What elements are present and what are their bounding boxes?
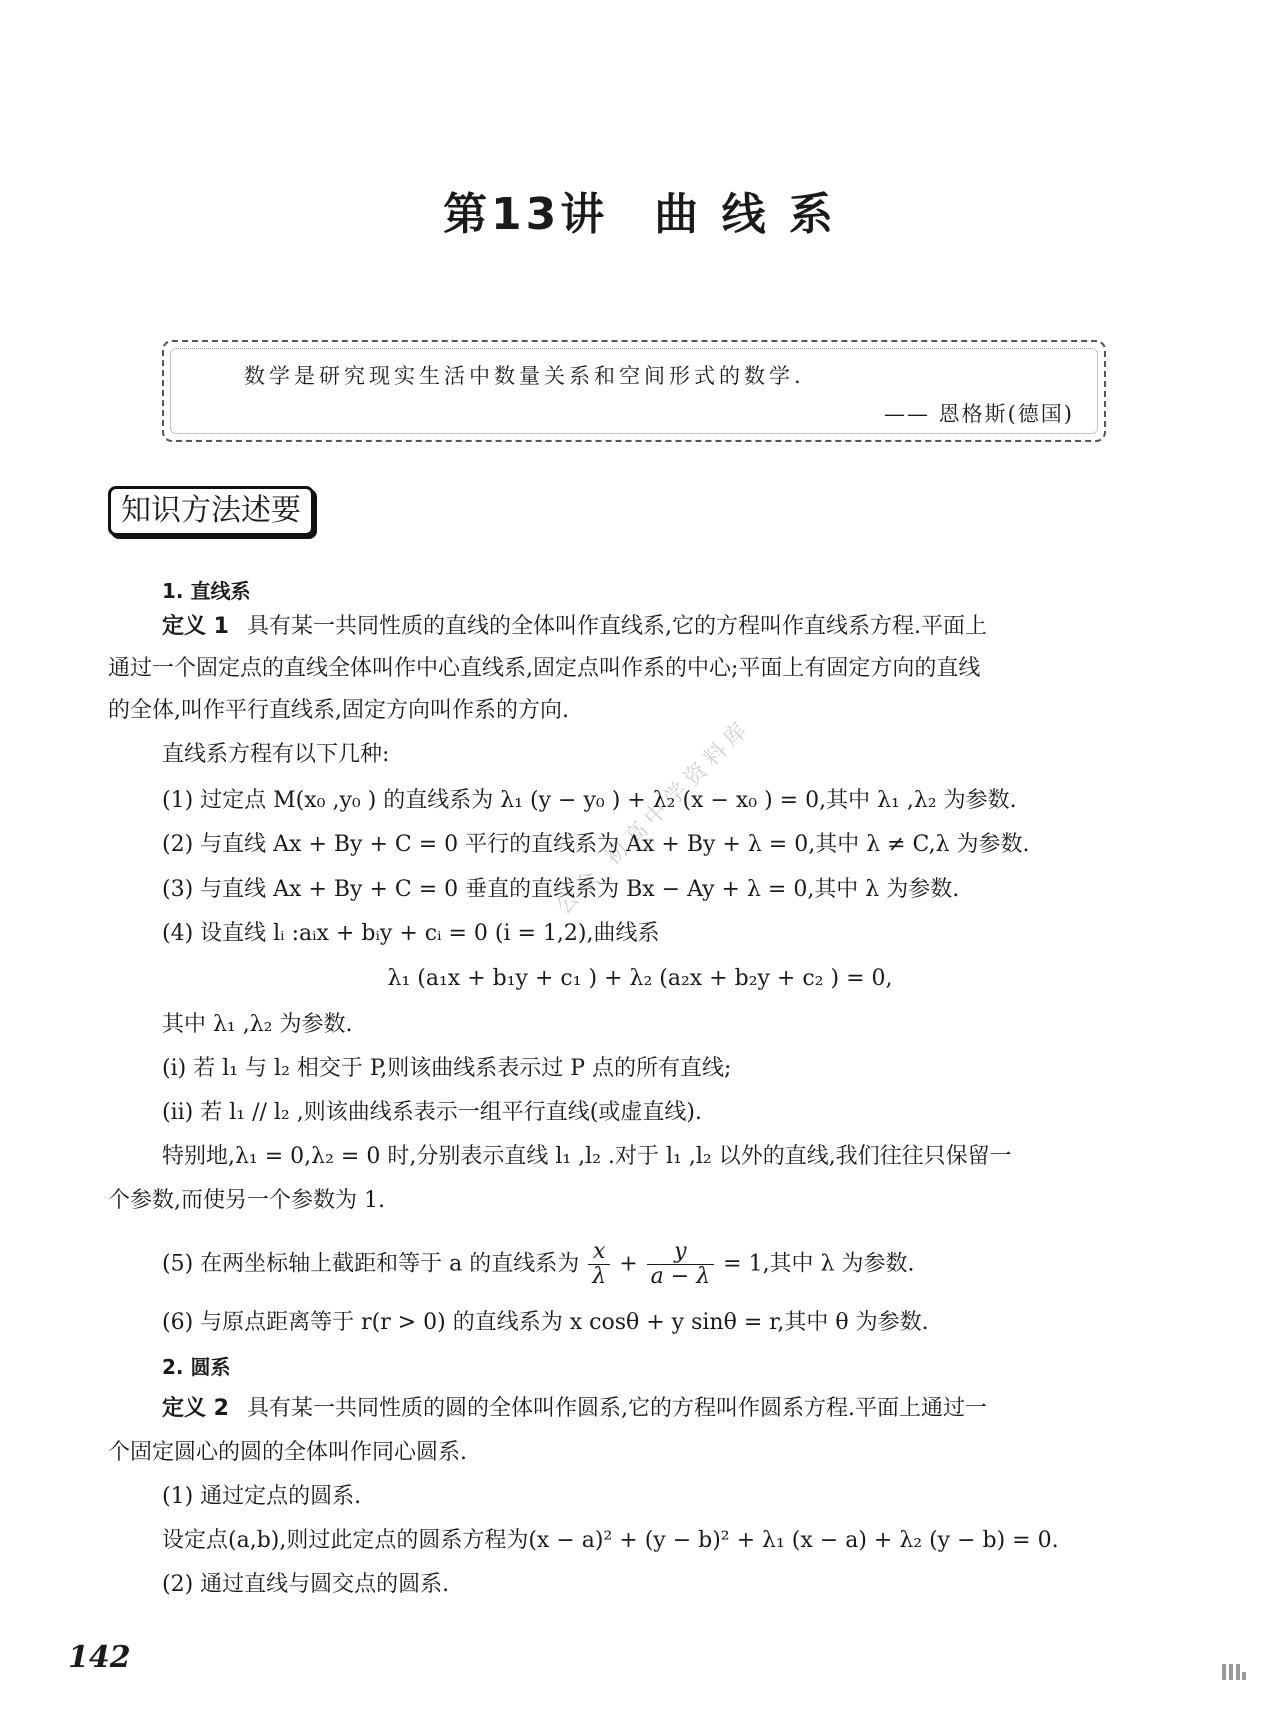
formula-line: (4) 设直线 lᵢ :aᵢx + bᵢy + cᵢ = 0 (i = 1,2),曲线系: [162, 921, 660, 946]
text-line: (i) 若 l₁ 与 l₂ 相交于 P,则该曲线系表示过 P 点的所有直线;: [162, 1056, 732, 1081]
text-line: 个参数,而使另一个参数为 1.: [108, 1188, 385, 1213]
definition-label: 定义 2: [162, 1396, 229, 1421]
text-line: 的全体,叫作平行直线系,固定方向叫作系的方向.: [108, 698, 569, 723]
text-line: 通过一个固定点的直线全体叫作中心直线系,固定点叫作系的中心;平面上有固定方向的直线: [108, 656, 981, 681]
text-line: 直线系方程有以下几种:: [162, 742, 390, 767]
lecture-number: 第13讲: [443, 189, 609, 240]
quote-author: —— 恩格斯(德国): [883, 402, 1074, 426]
lecture-topic: 曲 线 系: [654, 189, 837, 240]
text-line: 特别地,λ₁ = 0,λ₂ = 0 时,分别表示直线 l₁ ,l₂ .对于 l₁ ,l₂ 以外的直线,我们往往只保留一: [162, 1144, 1012, 1169]
text-line: 其中 λ₁ ,λ₂ 为参数.: [162, 1012, 353, 1037]
formula-line: (1) 过定点 M(x₀ ,y₀ ) 的直线系为 λ₁ (y − y₀ ) + λ₂ (x − x₀ ) = 0,其中 λ₁ ,λ₂ 为参数.: [162, 788, 1017, 813]
formula-line: (6) 与原点距离等于 r(r > 0) 的直线系为 x cosθ + y sinθ = r,其中 θ 为参数.: [162, 1310, 929, 1335]
text-line: 个固定圆心的圆的全体叫作同心圆系.: [108, 1440, 467, 1465]
quote-text: 数学是研究现实生活中数量关系和空间形式的数学.: [244, 364, 805, 388]
formula-line: (3) 与直线 Ax + By + C = 0 垂直的直线系为 Bx − Ay + λ = 0,其中 λ 为参数.: [162, 877, 960, 902]
fraction: $\frac{x}{\lambda}$: [588, 1240, 610, 1289]
definition-label: 定义 1: [162, 614, 229, 639]
subsection-heading: 1. 直线系: [162, 579, 251, 603]
page-title: [0, 178, 1280, 242]
definition-paragraph: 定义 1 具有某一共同性质的直线的全体叫作直线系,它的方程叫作直线系方程.平面上: [162, 614, 987, 639]
section-heading-tag: 知识方法述要: [108, 486, 314, 536]
formula-line: 设定点(a,b),则过此定点的圆系方程为(x − a)² + (y − b)² + λ₁ (x − a) + λ₂ (y − b) = 0.: [162, 1528, 1059, 1553]
formula-line: (2) 与直线 Ax + By + C = 0 平行的直线系为 Ax + By + λ = 0,其中 λ ≠ C,λ 为参数.: [162, 832, 1030, 857]
subsection-heading: 2. 圆系: [162, 1355, 231, 1379]
display-formula: λ₁ (a₁x + b₁y + c₁ ) + λ₂ (a₂x + b₂y + c₂ ) = 0,: [387, 966, 893, 991]
text-line: (ii) 若 l₁ // l₂ ,则该曲线系表示一组平行直线(或虚直线).: [162, 1100, 702, 1125]
text-line: (2) 通过直线与圆交点的圆系.: [162, 1572, 450, 1597]
page-number: 142: [68, 1640, 131, 1675]
definition-paragraph: 定义 2 具有某一共同性质的圆的全体叫作圆系,它的方程叫作圆系方程.平面上通过一: [162, 1396, 987, 1421]
quote-box: [162, 340, 1106, 442]
weibo-watermark-icon: [1220, 1660, 1248, 1684]
text-line: (1) 通过定点的圆系.: [162, 1484, 362, 1509]
fraction: $\frac{y}{a - \lambda}$: [647, 1240, 714, 1289]
formula-line-fraction: (5) 在两坐标轴上截距和等于 a 的直线系为 $\frac{x}{\lambda}$ + $\frac{y}{a - \lambda}$ = 1,其中 λ 为参数.: [162, 1239, 915, 1289]
watermark: 公众 初高中学资料库: [551, 714, 757, 920]
